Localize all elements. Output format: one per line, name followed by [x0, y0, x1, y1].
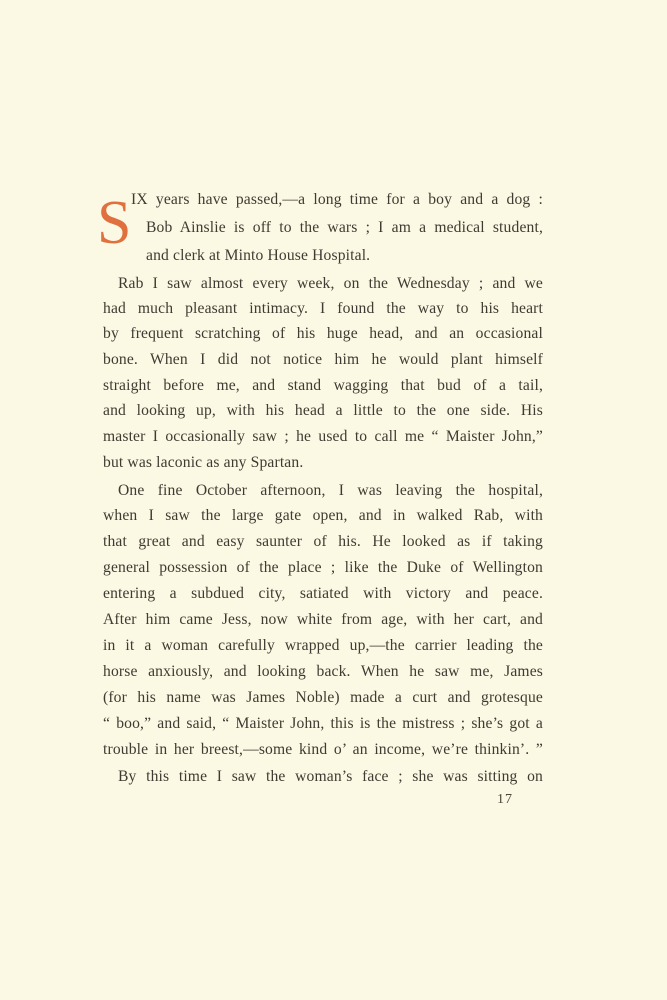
text-line: had much pleasant intimacy. I found the way to his heart [103, 300, 543, 317]
text-line: horse anxiously, and looking back. When he saw me, James [103, 663, 543, 680]
text-line: By this time I saw the woman’s face ; she was sitting on [118, 768, 543, 785]
text-line: bone. When I did not notice him he would plant himself [103, 351, 543, 368]
text-line: that great and easy saunter of his. He looked as if taking [103, 533, 543, 550]
text-line: master I occasionally saw ; he used to call me “ Maister John,” [103, 428, 543, 445]
text-line: entering a subdued city, satiated with victory and peace. [103, 585, 543, 602]
page-number: 17 [497, 792, 513, 807]
text-line: when I saw the large gate open, and in walked Rab, with [103, 507, 543, 524]
text-line: One fine October afternoon, I was leaving the hospital, [118, 482, 543, 499]
text-line: in it a woman carefully wrapped up,—the carrier leading the [103, 637, 543, 654]
text-line: Bob Ainslie is off to the wars ; I am a medical student, [146, 219, 543, 236]
text-line: by frequent scratching of his huge head, and an occasional [103, 325, 543, 342]
text-line: and looking up, with his head a little to the one side. His [103, 402, 543, 419]
drop-cap: S [97, 189, 132, 257]
text-line: After him came Jess, now white from age, with her cart, and [103, 611, 543, 628]
text-line: trouble in her breest,—some kind o’ an income, we’re thinkin’. ” [103, 741, 543, 758]
text-line: but was laconic as any Spartan. [103, 454, 304, 471]
text-line: IX years have passed,—a long time for a boy and a dog : [131, 191, 543, 208]
text-line: general possession of the place ; like the Duke of Wellington [103, 559, 543, 576]
text-line: straight before me, and stand wagging that bud of a tail, [103, 377, 543, 394]
text-line: Rab I saw almost every week, on the Wednesday ; and we [118, 275, 543, 292]
text-line: “ boo,” and said, “ Maister John, this is the mistress ; she’s got a [103, 715, 543, 732]
text-line: (for his name was James Noble) made a curt and grotesque [103, 689, 543, 706]
text-line: and clerk at Minto House Hospital. [146, 247, 371, 264]
